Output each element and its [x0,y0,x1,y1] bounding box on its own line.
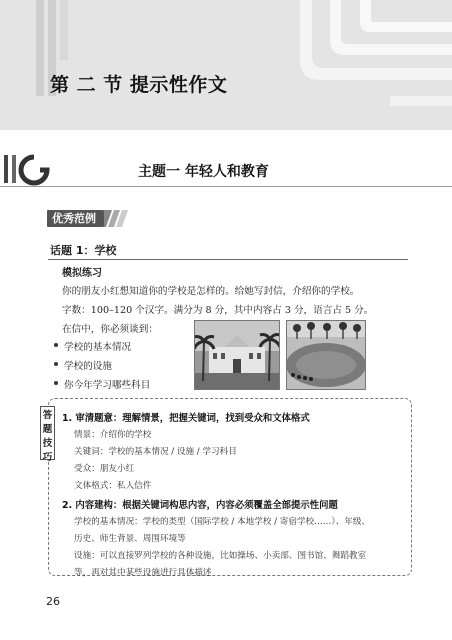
header-decoration [0,0,452,130]
section-title: 第 二 节 提示性作文 [50,74,228,96]
tip-line: 情景：介绍你的学校 [74,430,152,440]
school-field-photo [286,320,366,390]
example-tag: 优秀范例 [47,210,104,227]
topic-rule [0,186,452,187]
tips-tab-char: 技 [42,438,53,449]
tips-tab-char: 答 [42,410,53,421]
tips-tab-char: 巧 [42,452,53,463]
practice-line: 你的朋友小红想知道你的学校是怎样的。给她写封信，介绍你的学校。 [62,286,360,297]
tips-tab [40,406,55,463]
bullet-item: 学校的设施 [64,358,112,372]
tip-line: 关键词：学校的基本情况 / 设施 / 学习科目 [74,447,237,457]
school-building-photo [194,320,280,390]
tips-tab-char: 题 [42,424,53,435]
bullet-item: 学校的基本情况 [64,339,131,353]
practice-line: 在信中，你必须谈到： [62,324,158,335]
tip-line: 学校的基本情况：学校的类型（国际学校 / 本地学校 / 寄宿学校……）、年级、 [74,517,371,527]
tip-line: 等，再对其中某些设施进行具体描述 [74,568,212,578]
topic-label: 话题 1：学校 [50,244,117,257]
page-number: 26 [46,595,60,608]
tip-line: 设施：可以直接罗列学校的各种设施，比如操场、小卖部、图书馆、舞蹈教室 [74,551,367,561]
bullet-item: 你今年学习哪些科目 [64,377,150,391]
tip-line: 历史、师生背景、周围环境等 [74,534,186,544]
practice-line: 字数：100–120 个汉字。满分为 8 分，其中内容占 3 分，语言占 5 分。 [62,305,374,316]
topic-title: 主题一 年轻人和教育 [138,164,269,180]
tip-line: 受众：朋友小红 [74,464,135,474]
tip-line: 文体格式：私人信件 [74,481,152,491]
tag-stripe-icon [104,210,128,227]
tip-heading-2: 2. 内容建构：根据关键词构思内容，内容必须覆盖全部提示性问题 [62,500,338,511]
tip-heading-1: 1. 审清题意：理解情景，把握关键词，找到受众和文体格式 [62,413,310,424]
practice-heading: 模拟练习 [62,268,102,279]
topic-logo-icon [4,153,56,187]
